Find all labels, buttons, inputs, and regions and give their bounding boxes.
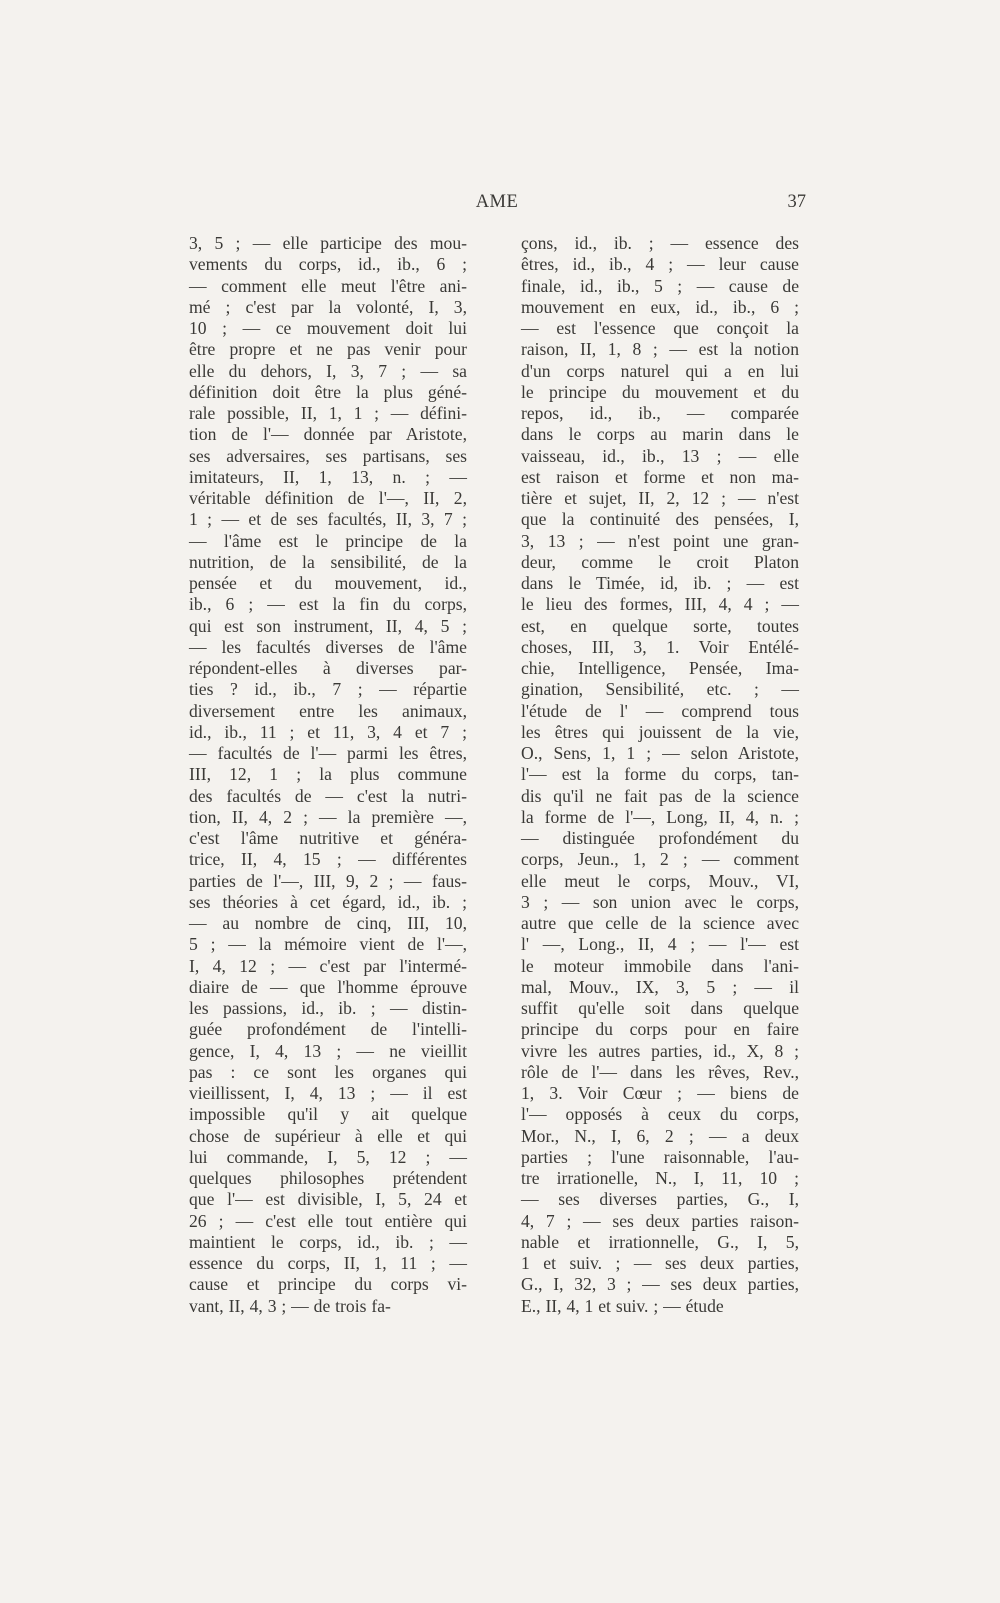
text-line: dans le Timée, id, ib. ; — est (521, 573, 799, 593)
text-line: l' —, Long., II, 4 ; — l'— est (521, 934, 799, 955)
text-line: ties ? id., ib., 7 ; — répartie (189, 679, 467, 700)
text-line: 3 ; — son union avec le corps, (521, 891, 799, 912)
text-line: maintient le corps, id., ib. ; — (189, 1231, 467, 1252)
text-line: vements du corps, id., ib., 6 ; (189, 254, 467, 275)
text-line: principe du corps pour en faire (521, 1019, 799, 1040)
text-line: des facultés de — c'est la nutri- (189, 785, 467, 806)
text-line: — l'âme est le principe de la (189, 530, 467, 551)
text-line: tion de l'— donnée par Aristote, (189, 424, 467, 445)
text-line: répondent-elles à diverses par- (189, 658, 467, 678)
text-line: — ses diverses parties, G., I, (521, 1189, 799, 1210)
right-column (521, 233, 799, 1317)
text-line: chose de supérieur à elle et qui (189, 1125, 467, 1146)
text-line: tion, II, 4, 2 ; — la première —, (189, 806, 467, 827)
text-line: mal, Mouv., IX, 3, 5 ; — il (521, 976, 799, 997)
text-line: tière et sujet, II, 2, 12 ; — n'est (521, 488, 799, 508)
text-line: 10 ; — ce mouvement doit lui (189, 318, 467, 338)
text-line: les êtres qui jouissent de la vie, (521, 721, 799, 742)
text-line: choses, III, 3, 1. Voir Entélé- (521, 636, 799, 657)
text-line: diversement entre les animaux, (189, 700, 467, 721)
text-line: G., I, 32, 3 ; — ses deux parties, (521, 1274, 799, 1295)
text-line: dis qu'il ne fait pas de la science (521, 785, 799, 806)
text-line: finale, id., ib., 5 ; — cause de (521, 275, 799, 296)
text-line: impossible qu'il y ait quelque (189, 1104, 467, 1125)
text-line: gination, Sensibilité, etc. ; — (521, 679, 799, 700)
text-line: ses adversaires, ses partisans, ses (189, 445, 467, 466)
text-line: vaisseau, id., ib., 13 ; — elle (521, 445, 799, 466)
text-line: que la continuité des pensées, I, (521, 509, 799, 530)
text-line: 4, 7 ; — ses deux parties raison- (521, 1210, 799, 1231)
text-line: c'est l'âme nutritive et généra- (189, 828, 467, 848)
text-line: nable et irrationnelle, G., I, 5, (521, 1231, 799, 1252)
text-line: repos, id., ib., — comparée (521, 403, 799, 423)
text-line: III, 12, 1 ; la plus commune (189, 764, 467, 785)
text-line: d'un corps naturel qui a en lui (521, 360, 799, 381)
text-line: chie, Intelligence, Pensée, Ima- (521, 658, 799, 678)
text-line: qui est son instrument, II, 4, 5 ; (189, 615, 467, 636)
text-line: êtres, id., ib., 4 ; — leur cause (521, 254, 799, 275)
text-line: diaire de — que l'homme éprouve (189, 976, 467, 997)
text-line: parties ; l'une raisonnable, l'au- (521, 1146, 799, 1167)
text-line: la forme de l'—, Long, II, 4, n. ; (521, 806, 799, 827)
text-line: que l'— est divisible, I, 5, 24 et (189, 1189, 467, 1210)
text-line: — distinguée profondément du (521, 828, 799, 848)
page-number: 37 (787, 192, 806, 212)
text-line: l'— est la forme du corps, tan- (521, 764, 799, 785)
text-line: corps, Jeun., 1, 2 ; — comment (521, 849, 799, 870)
text-line: E., II, 4, 1 et suiv. ; — étude (521, 1295, 724, 1316)
text-line: quelques philosophes prétendent (189, 1168, 467, 1188)
running-head (188, 192, 806, 218)
text-line: nutrition, de la sensibilité, de la (189, 551, 467, 572)
text-line: 3, 13 ; — n'est point une gran- (521, 530, 799, 551)
text-line: l'— opposés à ceux du corps, (521, 1104, 799, 1125)
text-line: — facultés de l'— parmi les êtres, (189, 743, 467, 763)
text-line: suffit qu'elle soit dans quelque (521, 998, 799, 1018)
text-line: O., Sens, 1, 1 ; — selon Aristote, (521, 743, 799, 763)
text-line: — comment elle meut l'être ani- (189, 275, 467, 296)
text-line: elle meut le corps, Mouv., VI, (521, 870, 799, 891)
text-line: Mor., N., I, 6, 2 ; — a deux (521, 1125, 799, 1146)
text-line: — les facultés diverses de l'âme (189, 636, 467, 657)
text-line: définition doit être la plus géné- (189, 381, 467, 402)
text-line: 1, 3. Voir Cœur ; — biens de (521, 1083, 799, 1103)
text-line: guée profondément de l'intelli- (189, 1019, 467, 1040)
text-line: imitateurs, II, 1, 13, n. ; — (189, 466, 467, 487)
page-title: AME (475, 192, 519, 212)
text-line: vant, II, 4, 3 ; — de trois fa- (189, 1295, 391, 1316)
text-line: deur, comme le croit Platon (521, 551, 799, 572)
text-line: cause et principe du corps vi- (189, 1274, 467, 1295)
text-line: I, 4, 12 ; — c'est par l'intermé- (189, 955, 467, 976)
left-column (189, 233, 467, 1317)
text-line: rôle de l'— dans les rêves, Rev., (521, 1061, 799, 1082)
text-line: le principe du mouvement et du (521, 381, 799, 402)
text-line: tre irrationelle, N., I, 11, 10 ; (521, 1168, 799, 1188)
text-line: les passions, id., ib. ; — distin- (189, 998, 467, 1018)
text-line: ses théories à cet égard, id., ib. ; (189, 891, 467, 912)
text-line: id., ib., 11 ; et 11, 3, 4 et 7 ; (189, 721, 467, 742)
text-line: dans le corps au marin dans le (521, 424, 799, 445)
text-line: vivre les autres parties, id., X, 8 ; (521, 1040, 799, 1061)
text-line: essence du corps, II, 1, 11 ; — (189, 1253, 467, 1273)
text-line: parties de l'—, III, 9, 2 ; — faus- (189, 870, 467, 891)
text-line: le lieu des formes, III, 4, 4 ; — (521, 594, 799, 615)
text-line: autre que celle de la science avec (521, 913, 799, 933)
text-line: 1 ; — et de ses facultés, II, 3, 7 ; (189, 509, 467, 530)
text-line: lui commande, I, 5, 12 ; — (189, 1146, 467, 1167)
text-line: gence, I, 4, 13 ; — ne vieillit (189, 1040, 467, 1061)
text-line: véritable définition de l'—, II, 2, (189, 488, 467, 508)
text-line: est raison et forme et non ma- (521, 466, 799, 487)
text-line: 26 ; — c'est elle tout entière qui (189, 1210, 467, 1231)
text-line: çons, id., ib. ; — essence des (521, 233, 799, 253)
text-line: pensée et du mouvement, id., (189, 573, 467, 593)
text-line: 1 et suiv. ; — ses deux parties, (521, 1253, 799, 1273)
text-line: l'étude de l' — comprend tous (521, 700, 799, 721)
text-line: — est l'essence que conçoit la (521, 318, 799, 338)
text-line: 3, 5 ; — elle participe des mou- (189, 233, 467, 253)
text-line: est, en quelque sorte, toutes (521, 615, 799, 636)
text-line: être propre et ne pas venir pour (189, 339, 467, 360)
text-line: 5 ; — la mémoire vient de l'—, (189, 934, 467, 955)
text-line: vieillissent, I, 4, 13 ; — il est (189, 1083, 467, 1103)
text-line: raison, II, 1, 8 ; — est la notion (521, 339, 799, 360)
text-line: trice, II, 4, 15 ; — différentes (189, 849, 467, 870)
text-line: mé ; c'est par la volonté, I, 3, (189, 296, 467, 317)
text-line: le moteur immobile dans l'ani- (521, 955, 799, 976)
text-line: pas : ce sont les organes qui (189, 1061, 467, 1082)
text-line: elle du dehors, I, 3, 7 ; — sa (189, 360, 467, 381)
text-line: rale possible, II, 1, 1 ; — défini- (189, 403, 467, 423)
text-line: ib., 6 ; — est la fin du corps, (189, 594, 467, 615)
text-line: — au nombre de cinq, III, 10, (189, 913, 467, 933)
text-line: mouvement en eux, id., ib., 6 ; (521, 296, 799, 317)
